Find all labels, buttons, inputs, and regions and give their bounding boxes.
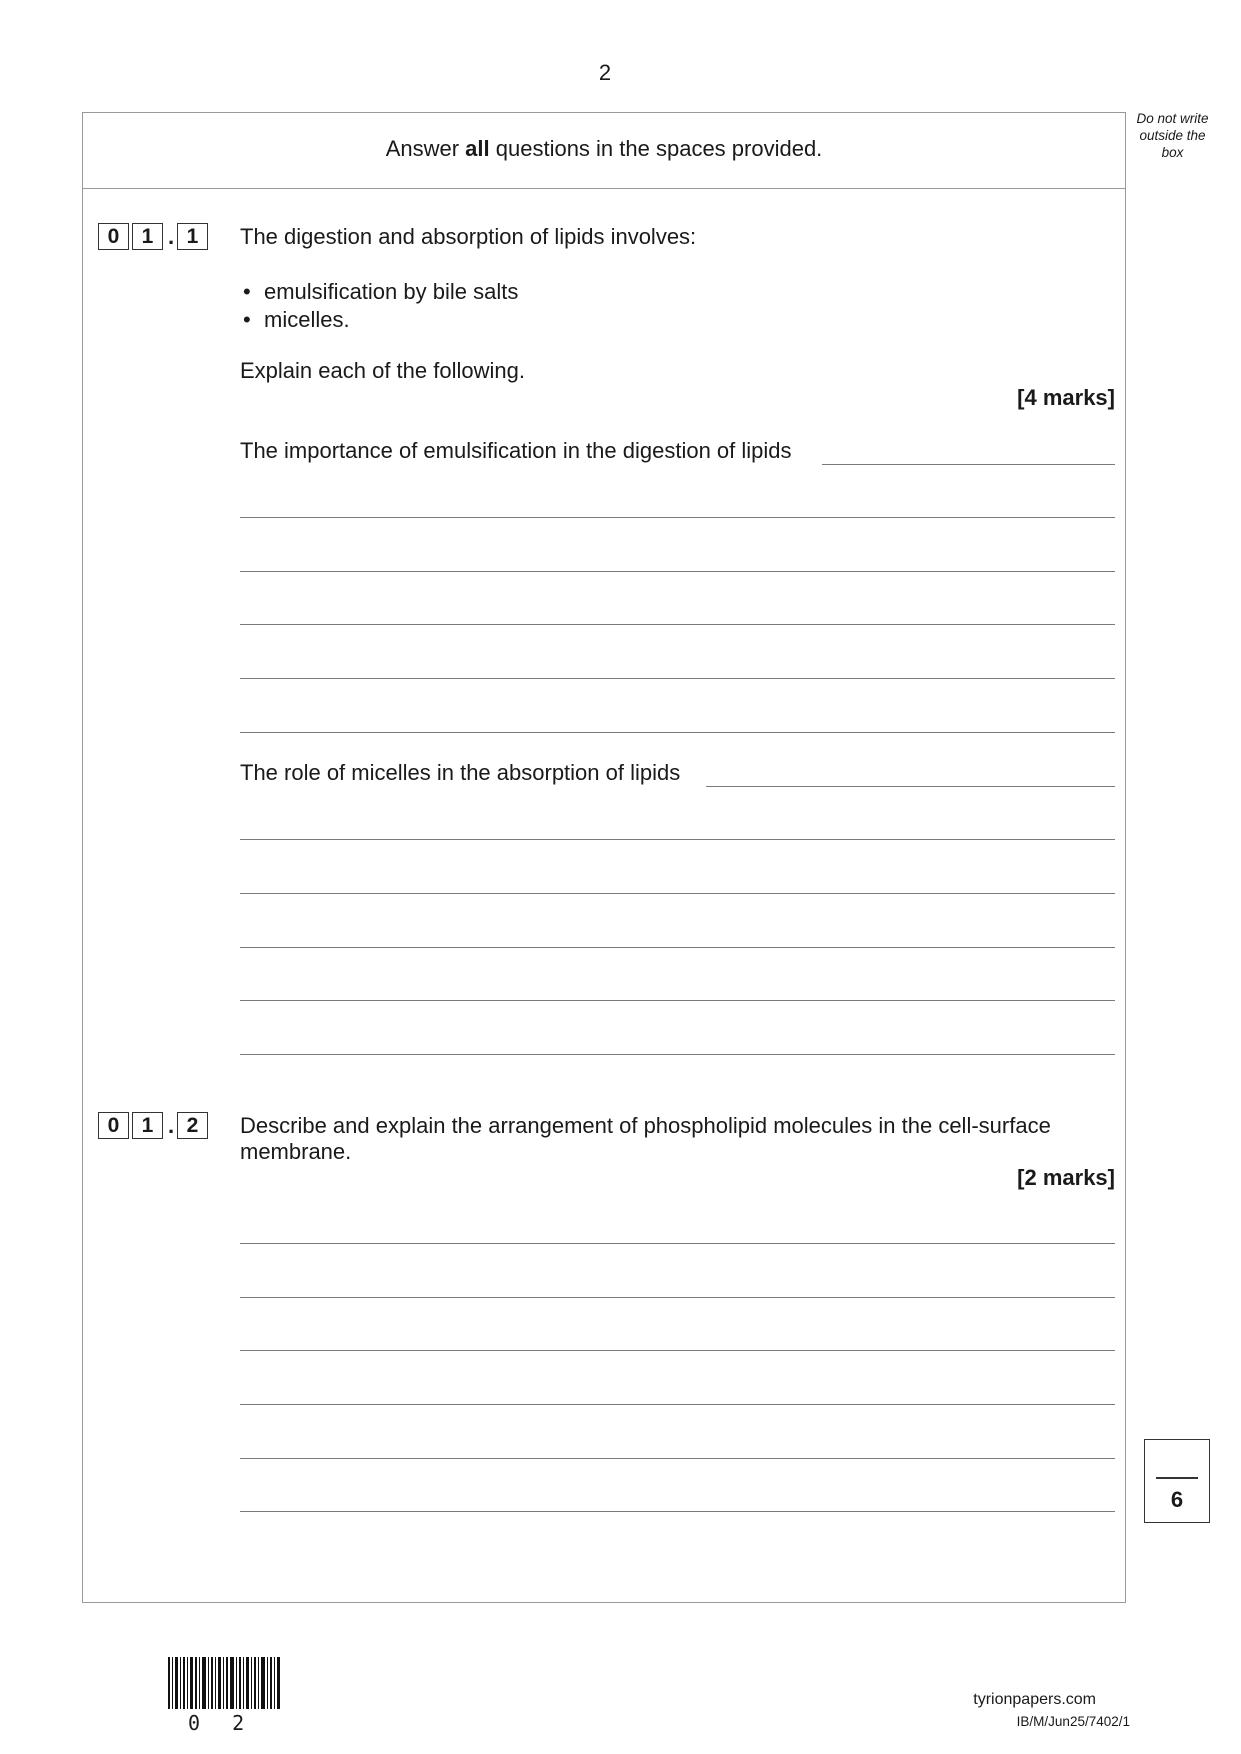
question-dot: .	[167, 1113, 175, 1138]
answer-line[interactable]	[240, 1458, 1115, 1459]
footer-site: tyrionpapers.com	[973, 1691, 1096, 1708]
instruction-bold: all	[465, 136, 490, 161]
instruction-pre: Answer	[385, 136, 466, 161]
barcode-icon	[168, 1657, 280, 1709]
question-digit: 1	[177, 223, 208, 250]
answer-line[interactable]	[240, 678, 1115, 679]
answer-frame	[82, 112, 1126, 1603]
q1-instruction: Explain each of the following.	[240, 358, 525, 383]
q2-stem-line-1: Describe and explain the arrangement of phospholipid molecules in the cell-surface	[240, 1113, 1051, 1138]
q1-marks: [4 marks]	[1017, 385, 1115, 410]
header-divider	[82, 188, 1126, 189]
question-number-01-2	[98, 1111, 211, 1139]
question-digit: 0	[98, 1112, 129, 1139]
q2-stem-line-2: membrane.	[240, 1139, 352, 1164]
q1-part-a-prompt: The importance of emulsification in the digestion of lipids	[240, 438, 792, 463]
answer-line[interactable]	[240, 517, 1115, 518]
margin-note	[1125, 110, 1220, 161]
answer-line[interactable]	[240, 1404, 1115, 1405]
answer-line[interactable]	[240, 1054, 1115, 1055]
margin-note-line: outside the	[1139, 128, 1206, 143]
question-digit: 0	[98, 223, 129, 250]
answer-line[interactable]	[240, 1297, 1115, 1298]
answer-line[interactable]	[706, 786, 1115, 787]
margin-note-line: Do not write	[1136, 111, 1209, 126]
answer-line[interactable]	[240, 732, 1115, 733]
q1-part-b-prompt: The role of micelles in the absorption of lipids	[240, 760, 681, 785]
q2-marks: [2 marks]	[1017, 1165, 1115, 1190]
answer-line[interactable]	[240, 947, 1115, 948]
margin-note-line: box	[1161, 145, 1184, 160]
bullet-item: • micelles.	[240, 306, 518, 334]
instruction-post: questions in the spaces provided.	[489, 136, 823, 161]
answer-line[interactable]	[240, 571, 1115, 572]
answer-line[interactable]	[240, 839, 1115, 840]
page-number: 2	[598, 60, 612, 85]
question-dot: .	[167, 224, 175, 249]
answer-line[interactable]	[240, 1511, 1115, 1512]
barcode-number: 0 2	[188, 1711, 255, 1735]
question-number-01-1	[98, 222, 211, 250]
page-total-marks: 6	[1170, 1487, 1184, 1512]
q1-bullet-list	[240, 278, 518, 334]
exam-instruction	[82, 136, 1126, 162]
question-digit: 2	[177, 1112, 208, 1139]
answer-line[interactable]	[240, 1350, 1115, 1351]
question-digit: 1	[132, 1112, 163, 1139]
q1-stem: The digestion and absorption of lipids involves:	[240, 224, 697, 249]
bullet-item: • emulsification by bile salts	[240, 278, 518, 306]
answer-line[interactable]	[240, 624, 1115, 625]
answer-line[interactable]	[240, 893, 1115, 894]
question-digit: 1	[132, 223, 163, 250]
answer-line[interactable]	[240, 1243, 1115, 1244]
page-total-rule	[1156, 1477, 1198, 1479]
footer-reference: IB/M/Jun25/7402/1	[1016, 1714, 1130, 1729]
answer-line[interactable]	[240, 1000, 1115, 1001]
answer-line[interactable]	[822, 464, 1115, 465]
